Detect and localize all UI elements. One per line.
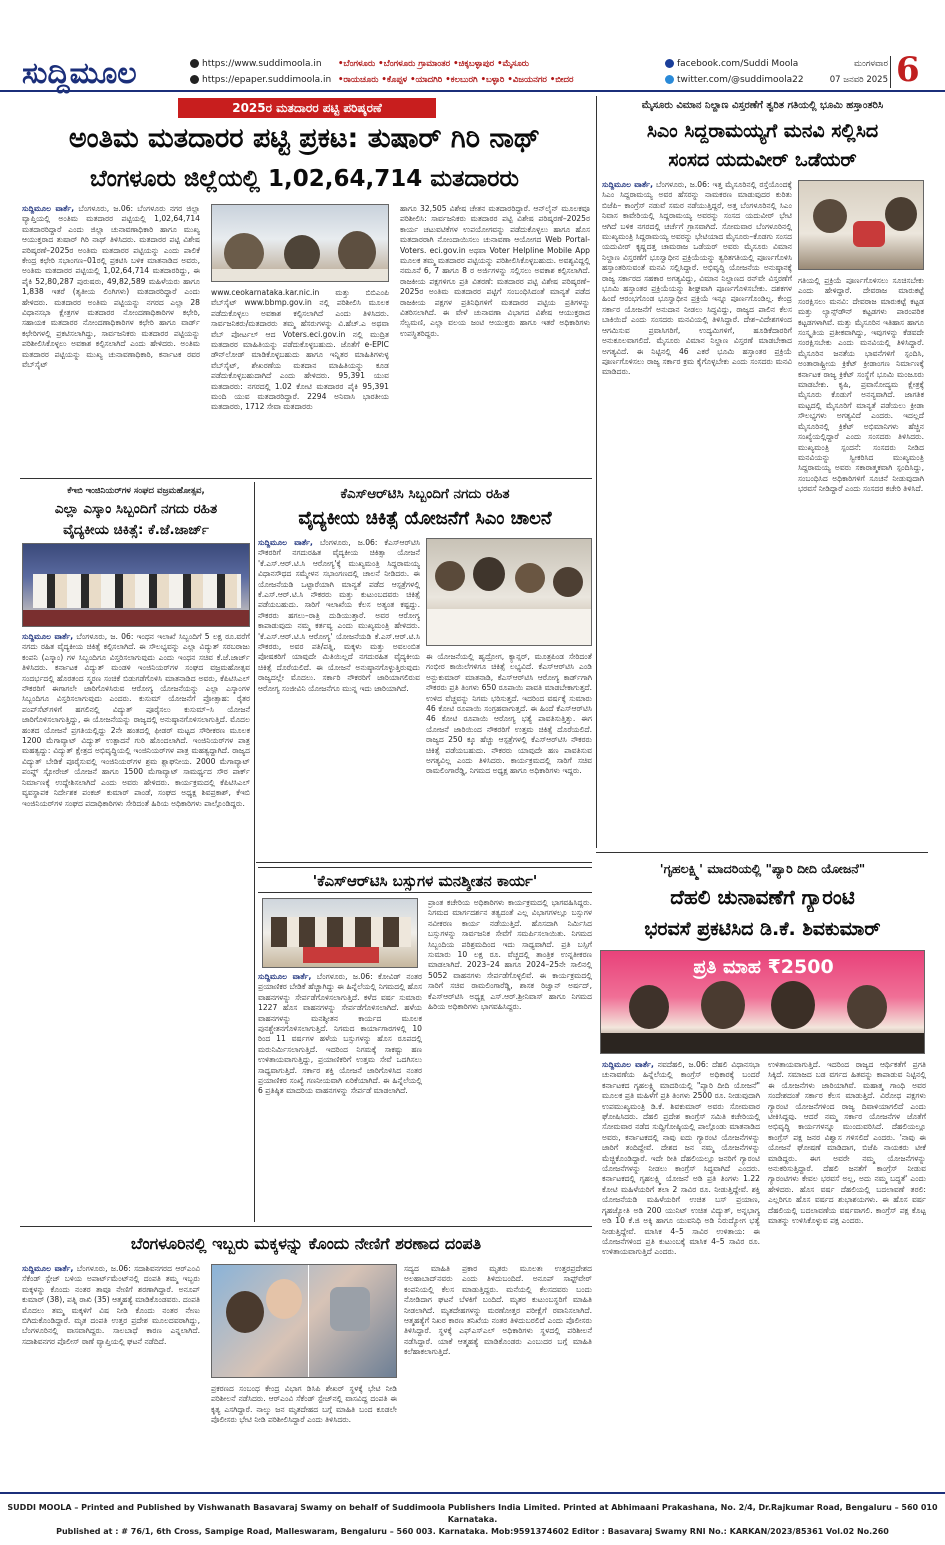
cm-meeting-photo — [798, 180, 924, 270]
ksrtc-column-2: ಈ ಯೋಜನೆಯಲ್ಲಿ ಹೃದ್ರೋಗ, ಕ್ಯಾನ್ಸರ್, ಮೂತ್ರಪಿಂಡ ಸೇರಿದಂತೆ ಗಂಭೀರ ಕಾಯಿಲೆಗಳಿಗೂ ಚಿಕಿತ್ಸೆ ಲಭ್ಯವಿದೆ. ಕೆಎಸ್‌ಆರ್‌ಟಿಸಿ ಎಂಡಿ ಅನ್ಬುಕುಮಾರ್ ಮಾತನಾಡಿ, ಕೆಎಸ್‌ಆರ್‌ಟಿಸಿ ಆರೋಗ್ಯ ಕಾರ್ಡ್‌ಗಾಗಿ ನೌಕರರು ಪ್ರತಿ ತಿಂಗಳು 650 ರೂಪಾಯಿ ಪಾವತಿ ಮಾಡಬೇಕಾಗುತ್ತದೆ. ಉಳಿದ ವೆಚ್ಚವನ್ನು ನಿಗಮ ಭರಿಸುತ್ತದೆ. ಇದರಿಂದ ವರ್ಷಕ್ಕೆ ಸುಮಾರು 46 ಕೋಟಿ ರೂಪಾಯಿ ಸಂಗ್ರಹವಾಗುತ್ತದೆ. ಈ ಹಿಂದೆ ಕೆಎಸ್‌ಆರ್‌ಟಿಸಿ 46 ಕೋಟಿ ರೂಪಾಯಿ ಆರೋಗ್ಯ ಭತ್ಯೆ ಪಾವತಿಸುತ್ತಿತ್ತು. ಈಗ ಯೋಜನೆ ಜಾರಿಯಿಂದ ನೌಕರರಿಗೆ ಉತ್ತಮ ಚಿಕಿತ್ಸೆ ದೊರೆಯಲಿದೆ. ರಾಜ್ಯದ 250 ಕ್ಕೂ ಹೆಚ್ಚು ಆಸ್ಪತ್ರೆಗಳಲ್ಲಿ ಕೆಎಸ್‌ಆರ್‌ಟಿಸಿ ನೌಕರರು ಚಿಕಿತ್ಸೆ ಪಡೆಯಬಹುದು. ನೌಕರರು ಯಾವುದೇ ಹಣ ಪಾವತಿಸುವ ಅಗತ್ಯವಿಲ್ಲ ಎಂದು ತಿಳಿಸಿದರು. ಕಾರ್ಯಕ್ರಮದಲ್ಲಿ ಸಾರಿಗೆ ಸಚಿವ ರಾಮಲಿಂಗಾರೆಡ್ಡಿ, ನಿಗಮದ ಅಧ್ಯಕ್ಷ ಹಾಗೂ ಅಧಿಕಾರಿಗಳು ಇದ್ದರು. — [426, 652, 592, 776]
edition-list — [338, 56, 668, 88]
weekday: ಮಂಗಳವಾರ — [853, 59, 888, 69]
tragedy-column-3: ಸದ್ಯದ ಮಾಹಿತಿ ಪ್ರಕಾರ ಮೃತರು ಮೂಲತಃ ಉತ್ತರಪ್ರದೇಶದ ಅಲಹಾಬಾದ್‌ನವರು ಎಂದು ತಿಳಿದುಬಂದಿದೆ. ಅನೂಪ್ ಸಾಫ್ಟ್‌ವೇರ್ ಕಂಪನಿಯಲ್ಲಿ ಕೆಲಸ ಮಾಡುತ್ತಿದ್ದರು. ಮನೆಯಲ್ಲಿ ಕೆಲಸದವರು ಬಂದು ನೋಡಿದಾಗ ಘಟನೆ ಬೆಳಕಿಗೆ ಬಂದಿದೆ. ಮೃತರ ಕುಟುಂಬಸ್ಥರಿಗೆ ಮಾಹಿತಿ ನೀಡಲಾಗಿದೆ. ಮೃತದೇಹಗಳನ್ನು ಮರಣೋತ್ತರ ಪರೀಕ್ಷೆಗೆ ರವಾನಿಸಲಾಗಿದೆ. ಆತ್ಮಹತ್ಯೆಗೆ ನಿಖರ ಕಾರಣ ತನಿಖೆಯ ನಂತರ ತಿಳಿದುಬರಲಿದೆ ಎಂದು ಪೊಲೀಸರು ತಿಳಿಸಿದ್ದಾರೆ. ಸ್ಥಳಕ್ಕೆ ಎಫ್‌ಎಸ್‌ಎಲ್ ಅಧಿಕಾರಿಗಳು ಸ್ಥಳದಲ್ಲಿ ಪರಿಶೀಲನೆ ನಡೆಸಿದ್ದಾರೆ. ಯಾಕೆ ಆತ್ಮಹತ್ಯೆ ಮಾಡಿಕೊಂಡರು ಎಂಬುದರ ಬಗ್ಗೆ ಮಾಹಿತಿ ಕಲೆಹಾಕಲಾಗುತ್ತಿದೆ. — [404, 1264, 592, 1357]
person-figure — [284, 235, 320, 273]
guarantee-kicker: 'ಗೃಹಲಕ್ಷ್ಮಿ' ಮಾದರಿಯಲ್ಲಿ "ಪ್ಯಾರಿ ದೀದಿ ಯೋಜನೆ" — [659, 861, 866, 876]
stage — [23, 610, 250, 627]
facebook-link[interactable]: facebook.com/Suddi Moola — [677, 59, 799, 69]
kj-headline-2: ವೈದ್ಯಕೀಯ ಚಿಕಿತ್ಸೆ: ಕೆ.ಜೆ.ಜಾರ್ಜ್ — [63, 522, 209, 538]
person-figure — [813, 199, 847, 233]
divider — [20, 1226, 592, 1227]
guarantee-column-2: ಉಳಿತಾಯವಾಗುತ್ತಿದೆ. ಇದರಿಂದ ರಾಜ್ಯದ ಆರ್ಥಿಕತೆಗೆ ಪ್ರಗತಿ ಸಿಕ್ಕಿದೆ. ಸಮಾಜದ ಬಡ ವರ್ಗದ ಹಿತವನ್ನು ಕಾಪಾಡುವ ನಿಟ್ಟಿನಲ್ಲಿ ಈ ಯೋಜನೆಗಳು ಜಾರಿಯಾಗಿವೆ. ಮಹಾತ್ಮ ಗಾಂಧಿ ಅವರ ಸಂದೇಶದಂತೆ ಸರ್ಕಾರ ಕೆಲಸ ಮಾಡುತ್ತಿದೆ. ವಿರೋಧ ಪಕ್ಷಗಳು ಗ್ಯಾರಂಟಿ ಯೋಜನೆಗಳಿಂದ ರಾಜ್ಯ ದಿವಾಳಿಯಾಗಲಿದೆ ಎಂದು ಟೀಕಿಸಿದ್ದವು. ಆದರೆ ನಮ್ಮ ಸರ್ಕಾರ ಯೋಜನೆಗಳ ಜೊತೆಗೆ ಅಭಿವೃದ್ಧಿ ಕಾರ್ಯಗಳನ್ನೂ ಮುಂದುವರಿಸಿದೆ. ದೆಹಲಿಯಲ್ಲೂ ಕಾಂಗ್ರೆಸ್ ಪಕ್ಷ ಜನರ ವಿಶ್ವಾಸ ಗಳಿಸಲಿದೆ ಎಂದರು. 'ನಾವು ಈ ಯೋಜನೆ ಘೋಷಣೆ ಮಾಡಿದಾಗ, ಬಿಜೆಪಿ ನಾಯಕರು ಟೀಕೆ ಮಾಡಿದ್ದರು. ಈಗ ಅವರೇ ನಮ್ಮ ಯೋಜನೆಗಳನ್ನು ಅನುಕರಿಸುತ್ತಿದ್ದಾರೆ. ದೆಹಲಿ ಜನತೆಗೆ ಕಾಂಗ್ರೆಸ್ ನೀಡುವ ಗ್ಯಾರಂಟಿಗಳು ಕೇವಲ ಭರವಸೆ ಅಲ್ಲ, ಅದು ನಮ್ಮ ಬದ್ಧತೆ' ಎಂದು ಹೇಳಿದರು. ಹೊಸ ವರ್ಷ ದೆಹಲಿಯಲ್ಲಿ ಬದಲಾವಣೆ ತರಲಿ: ಎಲ್ಲರಿಗೂ ಹೊಸ ವರ್ಷದ ಶುಭಾಶಯಗಳು. ಈ ಹೊಸ ವರ್ಷ ದೆಹಲಿಯಲ್ಲಿ ಬದಲಾವಣೆಯ ವರ್ಷವಾಗಲಿ. ಕಾಂಗ್ರೆಸ್ ಪಕ್ಷ ಕೊಟ್ಟ ಮಾತನ್ನು ಉಳಿಸಿಕೊಳ್ಳುವ ಪಕ್ಷ ಎಂದರು. — [768, 1060, 926, 1226]
divider — [596, 852, 928, 853]
imprint-line: Published at : # 76/1, 6th Cross, Sampige Road, Malleswaram, Bengaluru – 560 003. Karnataka. Mob:9591374602 Editor : Basavaraj Swamy RNI No.: KARKAN/2023/85361 Vol.02 No.260 — [56, 1527, 889, 1536]
person-figure — [701, 981, 745, 1029]
flower-bouquet — [853, 221, 885, 247]
guarantee-headline-2: ಭರವಸೆ ಪ್ರಕಟಿಸಿದ ಡಿ.ಕೆ. ಶಿವಕುಮಾರ್ — [644, 918, 881, 940]
mysuru-headline-2: ಸಂಸದ ಯದುವೀರ್ ಒಡೆಯರ್ — [668, 149, 857, 171]
social-links — [665, 56, 804, 88]
microphones — [601, 1033, 925, 1054]
lead-column-3: ಹಾಗೂ 32,505 ವಿಶೇಷ ಚೇತನ ಮತದಾರರಿದ್ದಾರೆ. ಆನ್‌ಲೈನ್ ಮೂಲಕವೂ ಪರಿಶೀಲಿಸಿ: ಸಾರ್ವಜನಿಕರು ಮತದಾರರ ಪಟ್ಟಿ ವಿಶೇಷ ಪರಿಷ್ಕರಣೆ–2025ರ ಕಾರ್ಯ ಚಟುವಟಿಕೆಗಳ ಉಪಯೋಗವನ್ನು ಪಡೆದುಕೊಳ್ಳಲು ಹಾಗೂ ಹೊಸ ಮತದಾರರಾಗಿ ನೋಂದಾಯಿಸಲು ಚುನಾವಣಾ ಆಯೋಗದ Web Portal-Voters. eci.gov.in ಅಥವಾ Voter Helpline Mobile App ಮೂಲಕ ತಮ್ಮ ಮತದಾರರ ಪಟ್ಟಿಯನ್ನು ಪರಿಶೀಲಿಸಿಕೊಳ್ಳಬಹುದು. ಅವಶ್ಯವಿದ್ದಲ್ಲಿ ನಮೂನೆ 6, 7 ಹಾಗೂ 8 ರ ಅರ್ಜಿಗಳನ್ನು ಸಲ್ಲಿಸಲು ಅವಕಾಶ ಕಲ್ಪಿಸಲಾಗಿದೆ. ರಾಜಕೀಯ ಪಕ್ಷಗಳಿಗೂ ಪ್ರತಿ ವಿತರಣೆ: ಮತದಾರರ ಪಟ್ಟಿ ವಿಶೇಷ ಪರಿಷ್ಕರಣೆ–2025ರ ಅಂತಿಮ ಮತದಾರರ ಪಟ್ಟಿಗೆ ಸಂಬಂಧಿಸಿದಂತೆ ಮಾನ್ಯತೆ ಪಡೆದ ರಾಜಕೀಯ ಪಕ್ಷಗಳ ಪ್ರತಿನಿಧಿಗಳಿಗೆ ಮತದಾರರ ಪಟ್ಟಿಯ ಪ್ರತಿಗಳನ್ನು ವಿತರಿಸಲಾಗಿದೆ. ಈ ವೇಳೆ ಚುನಾವಣಾ ವಿಭಾಗದ ವಿಶೇಷ ಆಯುಕ್ತರಾದ ಸೆಲ್ವಮಣಿ, ಎಲ್ಲಾ ವಲಯ ಜಂಟಿ ಆಯುಕ್ತರು ಹಾಗೂ ಇತರೆ ಅಧಿಕಾರಿಗಳು ಉಪಸ್ಥಿತರಿದ್ದರು. — [400, 204, 590, 338]
person-figure — [885, 197, 917, 231]
dignitaries-row — [33, 574, 241, 608]
website-url[interactable]: https://www.suddimoola.in — [202, 59, 322, 69]
divider — [256, 862, 592, 863]
person-figure — [338, 231, 376, 273]
lead-kicker: 2025ರ ಮತದಾರರ ಪಟ್ಟಿ ಪರಿಷ್ಕರಣೆ — [178, 98, 436, 118]
guarantee-column-1: ಸುದ್ದಿಮೂಲ ವಾರ್ತೆ, ನವದೆಹಲಿ, ಜ.06: ದೆಹಲಿ ವಿಧಾನಸಭಾ ಚುನಾವಣೆಯ ಹಿನ್ನೆಲೆಯಲ್ಲಿ ಕಾಂಗ್ರೆಸ್ ಅಧಿಕಾರಕ್ಕೆ ಬಂದರೆ ಕರ್ನಾಟಕದ ಗೃಹಲಕ್ಷ್ಮಿ ಮಾದರಿಯಲ್ಲಿ "ಪ್ಯಾರಿ ದೀದಿ ಯೋಜನೆ" ಮೂಲಕ ಪ್ರತಿ ಮಹಿಳೆಗೆ ಪ್ರತಿ ತಿಂಗಳು 2500 ರೂ. ನೀಡುವುದಾಗಿ ಉಪಮುಖ್ಯಮಂತ್ರಿ ಡಿ.ಕೆ. ಶಿವಕುಮಾರ್ ಅವರು ಸೋಮವಾರ ಘೋಷಿಸಿದರು. ದೆಹಲಿ ಪ್ರದೇಶ ಕಾಂಗ್ರೆಸ್ ಸಮಿತಿ ಕಚೇರಿಯಲ್ಲಿ ಸೋಮವಾರ ನಡೆದ ಸುದ್ದಿಗೋಷ್ಠಿಯಲ್ಲಿ ಪಾಲ್ಗೊಂಡು ಮಾತನಾಡಿದ ಅವರು, ಕರ್ನಾಟಕದಲ್ಲಿ ನಾವು ಐದು ಗ್ಯಾರಂಟಿ ಯೋಜನೆಗಳನ್ನು ಜಾರಿಗೆ ತಂದಿದ್ದೇವೆ. ದೇಶದ ಜನ ನಮ್ಮ ಯೋಜನೆಗಳನ್ನು ಮೆಚ್ಚಿಕೊಂಡಿದ್ದಾರೆ. ಇದೇ ರೀತಿ ದೆಹಲಿಯಲ್ಲೂ ಜನರಿಗೆ ಗ್ಯಾರಂಟಿ ಯೋಜನೆಗಳನ್ನು ನೀಡಲು ಕಾಂಗ್ರೆಸ್ ಸಿದ್ಧವಾಗಿದೆ ಎಂದರು. ಕರ್ನಾಟಕದಲ್ಲಿ ಗೃಹಲಕ್ಷ್ಮಿ ಯೋಜನೆ ಅಡಿ ಪ್ರತಿ ತಿಂಗಳು 1.22 ಕೋಟಿ ಮಹಿಳೆಯರಿಗೆ ತಲಾ 2 ಸಾವಿರ ರೂ. ನೀಡುತ್ತಿದ್ದೇವೆ. ಶಕ್ತಿ ಯೋಜನೆಯಡಿ ಮಹಿಳೆಯರಿಗೆ ಉಚಿತ ಬಸ್ ಪ್ರಯಾಣ, ಗೃಹಜ್ಯೋತಿ ಅಡಿ 200 ಯುನಿಟ್ ಉಚಿತ ವಿದ್ಯುತ್, ಅನ್ನಭಾಗ್ಯ ಅಡಿ 10 ಕೆ.ಜಿ ಅಕ್ಕಿ ಹಾಗೂ ಯುವನಿಧಿ ಅಡಿ ನಿರುದ್ಯೋಗ ಭತ್ಯೆ ನೀಡುತ್ತಿದ್ದೇವೆ. ಮಾಸಿಕ 4–5 ಸಾವಿರ ಉಳಿತಾಯ: ಈ ಯೋಜನೆಗಳಿಂದ ಪ್ರತಿ ಕುಟುಂಬಕ್ಕೆ ಮಾಸಿಕ 4–5 ಸಾವಿರ ರೂ. ಉಳಿತಾಯವಾಗುತ್ತಿದೆ ಎಂದರು. — [602, 1060, 760, 1257]
edition-line: •ಬೆಂಗಳೂರು •ಬೆಂಗಳೂರು ಗ್ರಾಮಾಂತರ •ಚಿಕ್ಕಬಳ್ಳಾಪುರ •ಮೈಸೂರು — [338, 59, 529, 69]
facebook-icon — [665, 59, 674, 68]
guarantee-headline-1: ದೆಹಲಿ ಚುನಾವಣೆಗೆ ಗ್ಯಾರಂಟಿ — [670, 885, 855, 909]
lead-column-2: www.ceokarnataka.kar.nic.in ಮತ್ತು ಬಿಬಿಎಂಪಿ ವೆಬ್‌ಸೈಟ್ www.bbmp.gov.in ನಲ್ಲಿ ಪರಿಶೀಲಿಸಿ ಮೂಲಕ ಪಡೆದುಕೊಳ್ಳಲು ಅವಕಾಶ ಕಲ್ಪಿಸಲಾಗಿದೆ ಎಂದು ತಿಳಿಸಿದರು. ಸಾರ್ವಜನಿಕರು/ಮತದಾರರು ತಮ್ಮ ಹೆಸರುಗಳನ್ನು ವಿ.ಹೆಚ್.ಎ ಅಥವಾ ವೆಬ್ ಪೋರ್ಟಲ್ ಆದ Voters.eci.gov.in ನಲ್ಲಿ ಮುದ್ರಿತ ಮತದಾರರ ಮಾಹಿತಿಯನ್ನು ಪಡೆದುಕೊಳ್ಳಬಹುದು. ಜೊತೆಗೆ e-EPIC ಡೌನ್‌ಲೋಡ್ ಮಾಡಿಕೊಳ್ಳಬಹುದು ಹಾಗೂ ಇನ್ನಿತರ ಮಾಹಿತಿಗಳುಳ್ಳ ವೆಬ್‌ಸೈಟ್, ಶೇಖರಣೆಯ ಮತದಾನ ಮಾಹಿತಿಯನ್ನು ಕೂಡ ಪಡೆದುಕೊಳ್ಳಬಹುದಾಗಿದೆ ಎಂದು ಹೇಳಿದರು. 95,391 ಯುವ ಮತದಾರರು: ನಗರದಲ್ಲಿ 1.02 ಕೋಟಿ ಮತದಾರರ ಪೈಕಿ 95,391 ಮಂದಿ ಯುವ ಮತದಾರರಿದ್ದಾರೆ. 2294 ಅನಿವಾಸಿ ಭಾರತೀಯ ಮತದಾರರು, 1712 ಸೇವಾ ಮತದಾರರು — [211, 288, 389, 412]
ksrtc-kicker: ಕೆಎಸ್‌ಆರ್‌ಟಿಸಿ ಸಿಬ್ಬಂದಿಗೆ ನಗದು ರಹಿತ — [340, 486, 510, 502]
bus-headline: 'ಕೆಎಸ್‌ಆರ್‌ಟಿಸಿ ಬಸ್ಸುಗಳ ಮನಶ್ಶೀತನ ಕಾರ್ಯ' — [258, 867, 592, 893]
mysuru-kicker: ಮೈಸೂರು ವಿಮಾನ ನಿಲ್ದಾಣ ವಿಸ್ತರಣೆಗೆ ತ್ವರಿತ ಗತಿಯಲ್ಲಿ ಭೂಮಿ ಹಸ್ತಾಂತರಿಸಿ — [641, 100, 884, 111]
epaper-url[interactable]: https://epaper.suddimoola.in — [202, 75, 332, 85]
twitter-icon — [665, 75, 674, 84]
person-figure — [553, 567, 583, 597]
ksrtc-column-1: ಸುದ್ದಿಮೂಲ ವಾರ್ತೆ, ಬೆಂಗಳೂರು, ಜ.06: ಕೆಎಸ್‌ಆರ್‌ಟಿಸಿ ನೌಕರರಿಗೆ ನಗದುರಹಿತ ವೈದ್ಯಕೀಯ ಚಿಕಿತ್ಸಾ ಯೋಜನೆ 'ಕೆ.ಎಸ್.ಆರ್.ಟಿ.ಸಿ ಆರೋಗ್ಯ'ಕ್ಕೆ ಮುಖ್ಯಮಂತ್ರಿ ಸಿದ್ದರಾಮಯ್ಯ ವಿಧಾನಸೌಧದ ಸಮ್ಮೇಳನ ಸಭಾಂಗಣದಲ್ಲಿ ಚಾಲನೆ ನೀಡಿದರು. ಈ ಯೋಜನೆಯಡಿ ಒಟ್ಟಾರೆಯಾಗಿ ಮಾನ್ಯತೆ ಪಡೆದ ಆಸ್ಪತ್ರೆಗಳಲ್ಲಿ ಕೆ.ಎಸ್.ಆರ್.ಟಿ.ಸಿ ನೌಕರರು ಮತ್ತು ಕುಟುಂಬದವರು ಚಿಕಿತ್ಸೆ ಪಡೆಯಬಹುದು. ಸಾರಿಗೆ ಇಲಾಖೆಯ ಕೆಲಸ ಅತ್ಯಂತ ಕಷ್ಟದ್ದು. ನೌಕರರು ಹಗಲು–ರಾತ್ರಿ ದುಡಿಯುತ್ತಾರೆ. ಅವರ ಆರೋಗ್ಯ ಕಾಪಾಡುವುದು ನಮ್ಮ ಕರ್ತವ್ಯ ಎಂದು ಮುಖ್ಯಮಂತ್ರಿ ಹೇಳಿದರು. 'ಕೆ.ಎಸ್.ಆರ್.ಟಿ.ಸಿ ಆರೋಗ್ಯ' ಯೋಜನೆಯಡಿ ಕೆ.ಎಸ್.ಆರ್.ಟಿ.ಸಿ ನೌಕರರು, ಅವರ ಪತಿ/ಪತ್ನಿ, ಮಕ್ಕಳು ಮತ್ತು ಅವಲಂಬಿತ ಪೋಷಕರಿಗೆ ಯಾವುದೇ ಮಿತಿಯಿಲ್ಲದೆ ನಗದುರಹಿತ ವೈದ್ಯಕೀಯ ಚಿಕಿತ್ಸೆ ದೊರೆಯಲಿದೆ. ಈ ಯೋಜನೆ ಅನುಷ್ಠಾನಗೊಳ್ಳುತ್ತಿರುವುದು ರಾಜ್ಯದಲ್ಲೇ ಮೊದಲು. ಸರ್ಕಾರಿ ನೌಕರರಿಗೆ ಜಾರಿಯಾಗಲಿರುವ ಆರೋಗ್ಯ ಸಂಜೀವಿನಿ ಯೋಜನೆಗೂ ಮುನ್ನ ಇದು ಜಾರಿಯಾಗಿದೆ. — [258, 538, 420, 693]
person-figure — [473, 557, 505, 591]
white-clothing — [427, 609, 592, 646]
column-divider — [254, 482, 255, 1222]
kj-event-photo — [22, 543, 250, 627]
divider — [20, 478, 592, 479]
person-figure — [847, 985, 887, 1029]
banner — [303, 947, 379, 963]
kj-kicker: ಕೆಇಬಿ ಇಂಜಿನಿಯರ್‌ಗಳ ಸಂಘದ ವಜ್ರಮಹೋತ್ಸವ, — [67, 486, 205, 496]
column-divider — [596, 96, 597, 848]
meeting-photo — [211, 204, 389, 282]
dignitaries-row — [271, 917, 411, 947]
family-photo — [211, 1264, 397, 1378]
person-figure — [771, 981, 815, 1029]
byline: ಸುದ್ದಿಮೂಲ ವಾರ್ತೆ, — [22, 204, 75, 213]
bus-column-2: ಪ್ರಾಂತ ಕಚೇರಿಯ ಅಧಿಕಾರಿಗಳು ಕಾರ್ಯಕ್ರಮದಲ್ಲಿ ಭಾಗವಹಿಸಿದ್ದರು. ನಿಗಮದ ಮಾರ್ಗದರ್ಶನ ತತ್ವದಂತೆ ಎಲ್ಲ ವಿಭಾಗಗಳಲ್ಲೂ ಬಸ್ಸುಗಳ ನವೀಕರಣ ಕಾರ್ಯ ನಡೆಯುತ್ತಿದೆ. ಹೊಸದಾಗಿ ನಿರ್ಮಿಸಿದ ಬಸ್ಸುಗಳನ್ನು ಸಾರ್ವಜನಿಕ ಸೇವೆಗೆ ಸಮರ್ಪಿಸಲಾಯಿತು. ನಿಗಮದ ಸಿಬ್ಬಂದಿಯ ಪರಿಶ್ರಮದಿಂದ ಇದು ಸಾಧ್ಯವಾಗಿದೆ. ಪ್ರತಿ ಬಸ್ಸಿಗೆ ಸುಮಾರು 10 ಲಕ್ಷ ರೂ. ವೆಚ್ಚದಲ್ಲಿ ತಾಂತ್ರಿಕ ಉನ್ನತೀಕರಣ ಮಾಡಲಾಗಿದೆ. 2023–24 ಹಾಗೂ 2024–25ನೇ ಸಾಲಿನಲ್ಲಿ 5052 ವಾಹನಗಳು ಸೇರ್ಪಡೆಗೊಳ್ಳಲಿವೆ. ಈ ಕಾರ್ಯಕ್ರಮದಲ್ಲಿ ಸಾರಿಗೆ ಸಚಿವ ರಾಮಲಿಂಗಾರೆಡ್ಡಿ, ಶಾಸಕ ರಿಜ್ವಾನ್ ಅರ್ಷದ್, ಕೆಎಸ್‌ಆರ್‌ಟಿಸಿ ಅಧ್ಯಕ್ಷ ಎಸ್.ಆರ್.ಶ್ರೀನಿವಾಸ್ ಹಾಗೂ ನಿಗಮದ ಹಿರಿಯ ಅಧಿಕಾರಿಗಳು ಭಾಗವಹಿಸಿದ್ದರು. — [428, 898, 592, 1012]
kj-body: ಸುದ್ದಿಮೂಲ ವಾರ್ತೆ, ಬೆಂಗಳೂರು, ಜ. 06: ಇಂಧನ ಇಲಾಖೆ ಸಿಬ್ಬಂದಿಗೆ 5 ಲಕ್ಷ ರೂ.ವರೆಗೆ ನಗದು ರಹಿತ ವೈದ್ಯಕೀಯ ಚಿಕಿತ್ಸೆ ಕಲ್ಪಿಸಲಾಗಿದೆ. ಈ ಸೌಲಭ್ಯವನ್ನು ಎಲ್ಲಾ ವಿದ್ಯುತ್ ಸರಬರಾಜು ಕಂಪನಿ (ಎಸ್ಕಾಂ) ಗಳ ಸಿಬ್ಬಂದಿಗೂ ವಿಸ್ತರಿಸಲಾಗುವುದು ಎಂದು ಇಂಧನ ಸಚಿವ ಕೆ.ಜೆ.ಜಾರ್ಜ್ ತಿಳಿಸಿದರು. ಕರ್ನಾಟಕ ವಿದ್ಯುತ್ ಮಂಡಳಿ ಇಂಜಿನಿಯರ್‌ಗಳ ಸಂಘದ ವಜ್ರಮಹೋತ್ಸವ ಸಂದರ್ಭದಲ್ಲಿ ಹೊರತಂದ ಸ್ಮರಣ ಸಂಚಿಕೆ ಬಿಡುಗಡೆಗೊಳಿಸಿ ಮಾತನಾಡಿದ ಅವರು, ಕೆಪಿಟಿಸಿಎಲ್ ನೌಕರರಿಗೆ ಈಗಾಗಲೇ ಜಾರಿಗೊಳಿಸಿರುವ ಆರೋಗ್ಯ ಯೋಜನೆಯನ್ನು ಎಲ್ಲಾ ಎಸ್ಕಾಂಗಳ ಸಿಬ್ಬಂದಿಗೂ ವಿಸ್ತರಿಸಲಾಗುವುದು ಎಂದರು. ಕುಸುಮ್ ಯೋಜನೆಗೆ ಪ್ರೋತ್ಸಾಹ: ರೈತರ ಪಂಪ್‌ಸೆಟ್‌ಗಳಿಗೆ ಹಗಲಿನಲ್ಲಿ ವಿದ್ಯುತ್ ಪೂರೈಸಲು ಕುಸುಮ್–ಸಿ ಯೋಜನೆ ಜಾರಿಗೊಳಿಸಲಾಗುತ್ತಿದ್ದು, ಈ ಯೋಜನೆಯನ್ನು ರಾಜ್ಯದಲ್ಲಿ ಅನುಷ್ಠಾನಗೊಳಿಸಲಾಗುತ್ತಿದೆ. ಮೊದಲ ಹಂತದ ಯೋಜನೆ ಪ್ರಗತಿಯಲ್ಲಿದ್ದು 2ನೇ ಹಂತದಲ್ಲಿ ಫೀಡರ್ ಮಟ್ಟದ ಸೌರೀಕರಣ ಮೂಲಕ 1200 ಮೆಗಾವ್ಯಾಟ್ ವಿದ್ಯುತ್ ಉತ್ಪಾದನೆ ಗುರಿ ಹೊಂದಲಾಗಿದೆ. ಇಂಜಿನಿಯರ್‌ಗಳ ಪಾತ್ರ ಮಹತ್ವದ್ದು: ವಿದ್ಯುತ್ ಕ್ಷೇತ್ರದ ಅಭಿವೃದ್ಧಿಯಲ್ಲಿ ಇಂಜಿನಿಯರ್‌ಗಳ ಪಾತ್ರ ಮಹತ್ವದ್ದಾಗಿದೆ. ರಾಜ್ಯದ ವಿದ್ಯುತ್ ಬೇಡಿಕೆ ಪೂರೈಸುವಲ್ಲಿ ಇಂಜಿನಿಯರ್‌ಗಳ ಶ್ರಮ ಶ್ಲಾಘನೀಯ. 2000 ಮೆಗಾವ್ಯಾಟ್ ಪಂಪ್ಡ್ ಸ್ಟೋರೇಜ್ ಯೋಜನೆ ಹಾಗೂ 1500 ಮೆಗಾವ್ಯಾಟ್ ಸಾಮರ್ಥ್ಯದ ಸೌರ ಪಾರ್ಕ್ ನಿರ್ಮಾಣಕ್ಕೆ ಉದ್ದೇಶಿಸಲಾಗಿದೆ ಎಂದು ಅವರು ಹೇಳಿದರು. ಕಾರ್ಯಕ್ರಮದಲ್ಲಿ ಕೆಪಿಟಿಸಿಎಲ್ ವ್ಯವಸ್ಥಾಪಕ ನಿರ್ದೇಶಕ ಪಂಕಜ್ ಕುಮಾರ್ ಪಾಂಡೆ, ಸಂಘದ ಅಧ್ಯಕ್ಷ ಶಿವಪ್ರಕಾಶ್, ಕೆಇಬಿ ಇಂಜಿನಿಯರ್‌ಗಳ ಸಂಘದ ಪದಾಧಿಕಾರಿಗಳು ಸೇರಿದಂತೆ ಹಿರಿಯ ಅಧಿಕಾರಿಗಳು ಪಾಲ್ಗೊಂಡಿದ್ದರು. — [22, 632, 250, 808]
twitter-link[interactable]: twitter.com/@suddimoola22 — [677, 75, 804, 85]
issue-date: 07 ಜನವರಿ 2025 — [829, 75, 888, 85]
person-figure — [226, 1291, 264, 1333]
person-figure — [266, 1279, 302, 1319]
person-figure — [224, 233, 264, 273]
table — [212, 269, 389, 282]
ksrtc-launch-photo — [426, 538, 592, 646]
banner-text: ಪ್ರತಿ ಮಾಹ ₹2500 — [693, 956, 834, 978]
kj-headline-1: ಎಲ್ಲಾ ಎಸ್ಕಾಂ ಸಿಬ್ಬಂದಿಗೆ ನಗದು ರಹಿತ — [54, 501, 218, 517]
mysuru-headline-1: ಸಿಎಂ ಸಿದ್ದರಾಮಯ್ಯಗೆ ಮನವಿ ಸಲ್ಲಿಸಿದ — [646, 120, 879, 142]
photo-split — [308, 1265, 309, 1378]
logo: ಸುದ್ದಿಮೂಲ — [22, 56, 137, 91]
website-links — [190, 56, 331, 88]
ksrtc-headline: ವೈದ್ಯಕೀಯ ಚಿಕಿತ್ಸೆ ಯೋಜನೆಗೆ ಸಿಎಂ ಚಾಲನೆ — [298, 508, 552, 529]
bus-column-1: ಸುದ್ದಿಮೂಲ ವಾರ್ತೆ, ಬೆಂಗಳೂರು, ಜ.06: ಕೋವಿಡ್ ನಂತರ ಪ್ರಯಾಣಿಕರ ಬೇಡಿಕೆ ಹೆಚ್ಚಾಗಿದ್ದು ಈ ಹಿನ್ನೆಲೆಯಲ್ಲಿ ನಿಗಮದಲ್ಲಿ ಹೊಸ ವಾಹನಗಳನ್ನು ಸೇರ್ಪಡೆಗೊಳಿಸಲಾಗುತ್ತಿದೆ. ಕಳೆದ ವರ್ಷ ಸುಮಾರು 1227 ಹೊಸ ವಾಹನಗಳನ್ನು ಸೇರ್ಪಡೆಗೊಳಿಸಲಾಗಿದೆ. ಹಳೆಯ ವಾಹನಗಳನ್ನು ಮನಶ್ಶೀತನ ಕಾರ್ಯದ ಮೂಲಕ ಪುನಶ್ಚೇತನಗೊಳಿಸಲಾಗುತ್ತಿದೆ. ನಿಗಮದ ಕಾರ್ಯಾಗಾರಗಳಲ್ಲಿ 10 ರಿಂದ 11 ವರ್ಷಗಳ ಹಳೆಯ ಬಸ್ಸುಗಳನ್ನು ಹೊಸ ರೂಪದಲ್ಲಿ ಮರುನಿರ್ಮಿಸಲಾಗುತ್ತಿದೆ. ಇದರಿಂದ ನಿಗಮಕ್ಕೆ ಸಾಕಷ್ಟು ಹಣ ಉಳಿತಾಯವಾಗುತ್ತಿದ್ದು, ಪ್ರಯಾಣಿಕರಿಗೆ ಉತ್ತಮ ಸೇವೆ ಒದಗಿಸಲು ಸಾಧ್ಯವಾಗುತ್ತಿದೆ. ಸರ್ಕಾರ ಶಕ್ತಿ ಯೋಜನೆ ಜಾರಿಗೊಳಿಸಿದ ನಂತರ ಪ್ರಯಾಣಿಕರ ಸಂಖ್ಯೆ ಗಣನೀಯವಾಗಿ ಏರಿಕೆಯಾಗಿದೆ. ಈ ಹಿನ್ನೆಲೆಯಲ್ಲಿ 6 ಪ್ರತಿಷ್ಠಿತ ಮಾದರಿಯ ವಾಹನಗಳನ್ನು ಸೇರ್ಪಡೆ ಮಾಡಲಾಗಿದೆ. — [258, 972, 422, 1096]
date-block — [812, 56, 888, 88]
page-number: 6 — [896, 50, 920, 90]
divider — [890, 56, 891, 88]
edition-line: •ರಾಯಚೂರು •ಕೊಪ್ಪಳ •ಯಾದಗಿರಿ •ಕಲಬುರಗಿ •ಬಳ್ಳಾರಿ •ವಿಜಯನಗರ •ಬೀದರ — [338, 75, 574, 85]
mysuru-column-1: ಸುದ್ದಿಮೂಲ ವಾರ್ತೆ, ಬೆಂಗಳೂರು, ಜ.06: ಇತ್ತ ಮೈಸೂರಿನಲ್ಲಿ ರಸ್ತೆಯೊಂದಕ್ಕೆ ಸಿಎಂ ಸಿದ್ದರಾಮಯ್ಯ ಅವರ ಹೆಸರನ್ನು ನಾಮಕರಣ ಮಾಡುವುದರ ಕುರಿತು ಬಿಜೆಪಿ– ಕಾಂಗ್ರೆಸ್ ನಡುವೆ ಸಮರ ನಡೆಯುತ್ತಿದ್ದರೆ, ಅತ್ತ ಬೆಂಗಳೂರಿನಲ್ಲಿ ಸಿಎಂ ನಿವಾಸ ಕಾವೇರಿಯಲ್ಲಿ ಸಿದ್ದರಾಮಯ್ಯ ಅವರನ್ನು ಸಂಸದ ಯದುವೀರ್ ಭೇಟಿ ಆಗಿದೆ ಬಳಿಕ ನಗರದಲ್ಲಿ ಚರ್ಚೆಗೆ ಗ್ರಾಸವಾಗಿದೆ. ಸೋಮವಾರ ಬೆಂಗಳೂರಿನಲ್ಲಿ ಮುಖ್ಯಮಂತ್ರಿ ಸಿದ್ದರಾಮಯ್ಯ ಅವರನ್ನು ಭೇಟಿಯಾದ ಮೈಸೂರು–ಕೊಡಗು ಸಂಸದ ಯದುವೀರ್ ಕೃಷ್ಣದತ್ತ ಚಾಮರಾಜ ಒಡೆಯರ್ ಅವರು ಮೈಸೂರು ವಿಮಾನ ನಿಲ್ದಾಣ ವಿಸ್ತರಣೆಗೆ ಭೂಸ್ವಾಧೀನ ಪ್ರಕ್ರಿಯೆಯನ್ನು ತ್ವರಿತಗತಿಯಲ್ಲಿ ಪೂರ್ಣಗೊಳಿಸಿ ಹಸ್ತಾಂತರಿಸುವಂತೆ ಮನವಿ ಸಲ್ಲಿಸಿದ್ದಾರೆ. ಅಭಿವೃದ್ಧಿ ಯೋಜನೆಯ ಅನುಷ್ಠಾನಕ್ಕೆ ರಾಜ್ಯ ಸರ್ಕಾರದ ಸಹಕಾರ ಅಗತ್ಯವಿದ್ದು, ವಿಮಾನ ನಿಲ್ದಾಣದ ರನ್‌ವೇ ವಿಸ್ತರಣೆಗೆ ಭೂಮಿ ಹಸ್ತಾಂತರ ಪ್ರಕ್ರಿಯೆಯನ್ನು ಶೀಘ್ರವಾಗಿ ಪೂರ್ಣಗೊಳಿಸಬೇಕು. ದಶಕಗಳ ಹಿಂದೆ ಆರಂಭಗೊಂಡ ಭೂಸ್ವಾಧೀನ ಪ್ರಕ್ರಿಯೆ ಇನ್ನೂ ಪೂರ್ಣಗೊಂಡಿಲ್ಲ. ಕೇಂದ್ರ ಸರ್ಕಾರ ಯೋಜನೆಗೆ ಅನುದಾನ ನೀಡಲು ಸಿದ್ಧವಿದ್ದು, ರಾಜ್ಯದ ಪಾಲಿನ ಕೆಲಸ ಬಾಕಿಯಿದೆ ಎಂದು ಸಂಸದರು ಮನವಿಯಲ್ಲಿ ತಿಳಿಸಿದ್ದಾರೆ. ದೇಶ–ವಿದೇಶಗಳಿಂದ ಆಗಮಿಸುವ ಪ್ರವಾಸಿಗರಿಗೆ, ಉದ್ಯಮಿಗಳಿಗೆ, ಹೂಡಿಕೆದಾರರಿಗೆ ಅನುಕೂಲವಾಗಲಿದೆ. ಮೈಸೂರು ವಿಮಾನ ನಿಲ್ದಾಣ ವಿಸ್ತರಣೆ ಮಾಡಬೇಕಾದ ಅಗತ್ಯವಿದೆ. ಈ ನಿಟ್ಟಿನಲ್ಲಿ 46 ಎಕರೆ ಭೂಮಿ ಹಸ್ತಾಂತರ ಪ್ರಕ್ರಿಯೆ ಪೂರ್ಣಗೊಳಿಸಲು ರಾಜ್ಯ ಸರ್ಕಾರ ಕ್ರಮ ಕೈಗೊಳ್ಳಬೇಕು ಎಂದು ಸಂಸದರು ಮನವಿ ಮಾಡಿದರು. — [602, 180, 792, 377]
globe-icon — [190, 75, 199, 84]
blurred-figure — [330, 1287, 370, 1331]
lead-column-1: ಸುದ್ದಿಮೂಲ ವಾರ್ತೆ, ಬೆಂಗಳೂರು, ಜ.06: ಬೆಂಗಳೂರು ನಗರ ಜಿಲ್ಲಾ ವ್ಯಾಪ್ತಿಯಲ್ಲಿ ಅಂತಿಮ ಮತದಾರರ ಪಟ್ಟಿಯಲ್ಲಿ 1,02,64,714 ಮತದಾರರಿದ್ದಾರೆ ಎಂದು ಜಿಲ್ಲಾ ಚುನಾವಣಾಧಿಕಾರಿ ಹಾಗೂ ಮುಖ್ಯ ಆಯುಕ್ತರಾದ ತುಷಾರ್ ಗಿರಿ ನಾಥ್ ತಿಳಿಸಿದರು. ಮತದಾರರ ಪಟ್ಟಿ ವಿಶೇಷ ಪರಿಷ್ಕರಣೆ–2025ರ ಅಂತಿಮ ಮತದಾರರ ಪಟ್ಟಿಯನ್ನು ಎಂದು ಪಾಲಿಕೆ ಕೇಂದ್ರ ಕಛೇರಿ ಸಭಾಂಗಣ–01ರಲ್ಲಿ ಪ್ರಕಟಿಸಿ ಬಳಿಕ ಮಾತನಾಡಿದ ಅವರು, ಅಂತಿಮ ಮತದಾರರ ಪಟ್ಟಿಯಲ್ಲಿ 1,02,64,714 ಮತದಾರರಿದ್ದು, ಈ ಪೈಕಿ 52,80,287 ಪುರುಷರು, 49,82,589 ಮಹಿಳೆಯರು ಹಾಗೂ 1,838 ಇತರೆ (ತೃತೀಯ ಲಿಂಗಿಗಳು) ಮತದಾರರಿದ್ದಾರೆ ಎಂದು ಹೇಳಿದರು. ಮತದಾರರ ಅಂತಿಮ ಪಟ್ಟಿಯನ್ನು ನಗರದ ಎಲ್ಲಾ 28 ವಿಧಾನಸಭಾ ಕ್ಷೇತ್ರಗಳ ಮತದಾರರ ನೋಂದಣಾಧಿಕಾರಿಗಳ ಕಛೇರಿ, ಸಹಾಯಕ ಮತದಾರರ ನೋಂದಣಾಧಿಕಾರಿಗಳ ಕಛೇರಿ ಹಾಗೂ ವಾರ್ಡ್ ಕಛೇರಿಗಳಲ್ಲಿ ಪ್ರಕಟಿಸಲಾಗಿದ್ದು, ಸಾರ್ವಜನಿಕರು ಮತದಾರರ ಪಟ್ಟಿಯನ್ನು ಪರಿಶೀಲಿಸಿಕೊಳ್ಳಲು ಅವಕಾಶ ಕಲ್ಪಿಸಲಾಗಿದೆ ಎಂದು ಹೇಳಿದರು. ಅಂತಿಮ ಮತದಾರರ ಪಟ್ಟಿಯನ್ನು ಮುಖ್ಯ ಚುನಾವಣಾಧಿಕಾರಿ, ಕರ್ನಾಟಕ ರವರ ವೆಬ್‌ಸೈಟ್ — [22, 204, 200, 370]
person-figure — [435, 561, 465, 591]
tragedy-column-1: ಸುದ್ದಿಮೂಲ ವಾರ್ತೆ, ಬೆಂಗಳೂರು, ಜ.06: ಸದಾಶಿವನಗರದ ಆರ್‌ಎಂವಿ ಸೆಕೆಂಡ್ ಸ್ಟೇಜ್ ಬಳಿಯ ಅಪಾರ್ಟ್‌ಮೆಂಟ್‌ನಲ್ಲಿ ದಂಪತಿ ತಮ್ಮ ಇಬ್ಬರು ಮಕ್ಕಳನ್ನು ಕೊಂದು ನಂತರ ತಾವೂ ನೇಣಿಗೆ ಶರಣಾಗಿದ್ದಾರೆ. ಅನೂಪ್ ಕುಮಾರ್ (38), ಪತ್ನಿ ರಾಖಿ (35) ಆತ್ಮಹತ್ಯೆ ಮಾಡಿಕೊಂಡವರು. ದಂಪತಿ ಮೊದಲು ತಮ್ಮ ಮಕ್ಕಳಿಗೆ ವಿಷ ನೀಡಿ ಕೊಂದು ನಂತರ ನೇಣು ಬಿಗಿದುಕೊಂಡಿದ್ದಾರೆ. ಮೃತ ದಂಪತಿ ಉತ್ತರ ಪ್ರದೇಶ ಮೂಲದವರಾಗಿದ್ದು, ಬೆಂಗಳೂರಿನಲ್ಲಿ ವಾಸವಾಗಿದ್ದರು. ಸಾಲಬಾಧೆ ಕಾರಣ ಎನ್ನಲಾಗಿದೆ. ಸದಾಶಿವನಗರ ಪೊಲೀಸ್ ಠಾಣೆ ವ್ಯಾಪ್ತಿಯಲ್ಲಿ ಘಟನೆ ನಡೆದಿದೆ. — [22, 1264, 200, 1346]
lead-subhead: ಬೆಂಗಳೂರು ಜಿಲ್ಲೆಯಲ್ಲಿ 1,02,64,714 ಮತದಾರರು — [90, 166, 519, 192]
tragedy-headline: ಬೆಂಗಳೂರಿನಲ್ಲಿ ಇಬ್ಬರು ಮಕ್ಕಳನ್ನು ಕೊಂದು ನೇಣಿಗೆ ಶರಣಾದ ದಂಪತಿ — [130, 1234, 482, 1253]
mysuru-column-2: ಗತಿಯಲ್ಲಿ ಪ್ರಕ್ರಿಯೆ ಪೂರ್ಣಗೊಳಿಸಲು ಸೂಚಿಸಬೇಕು ಎಂದು ಹೇಳಿದ್ದಾರೆ. ದೇವರಾಜ ಮಾರುಕಟ್ಟೆ ಸಂರಕ್ಷಿಸಲು ಮನವಿ: ದೇವರಾಜ ಮಾರುಕಟ್ಟೆ ಕಟ್ಟಡ ಮತ್ತು ಲ್ಯಾನ್ಸ್‌ಡೌನ್ ಕಟ್ಟಡಗಳು ಪಾರಂಪರಿಕ ಕಟ್ಟಡಗಳಾಗಿವೆ. ಮತ್ತು ಮೈಸೂರಿನ ಇತಿಹಾಸ ಹಾಗೂ ಸಂಸ್ಕೃತಿಯ ಪ್ರತೀಕವಾಗಿದ್ದು, ಇವುಗಳನ್ನು ಕೆಡವದೇ ಸಂರಕ್ಷಿಸಬೇಕು ಎಂದು ಮನವಿಯಲ್ಲಿ ತಿಳಿಸಿದ್ದಾರೆ. ಮೈಸೂರಿನ ಜನತೆಯ ಭಾವನೆಗಳಿಗೆ ಸ್ಪಂದಿಸಿ, ಅಂತಾರಾಷ್ಟ್ರೀಯ ಕ್ರಿಕೆಟ್ ಕ್ರೀಡಾಂಗಣ ನಿರ್ಮಾಣಕ್ಕೆ ಕರ್ನಾಟಕ ರಾಜ್ಯ ಕ್ರಿಕೆಟ್ ಸಂಸ್ಥೆಗೆ ಭೂಮಿ ಮಂಜೂರು ಮಾಡಬೇಕು. ಕೃಷಿ, ಪ್ರವಾಸೋದ್ಯಮ ಕ್ಷೇತ್ರಕ್ಕೆ ಮೈಸೂರು ಕೊಡುಗೆ ಅನನ್ಯವಾಗಿದೆ. ಜಾಗತಿಕ ಮಟ್ಟದಲ್ಲಿ ಮೈಸೂರಿಗೆ ಮಾನ್ಯತೆ ಪಡೆಯಲು ಕ್ರೀಡಾ ಸೌಲಭ್ಯಗಳು ಅಗತ್ಯವಿದೆ ಎಂದರು. ಇದಲ್ಲದೆ ಮೈಸೂರಿನಲ್ಲಿ ಕ್ರಿಕೆಟ್ ಅಭಿಮಾನಿಗಳು ಹೆಚ್ಚಿನ ಸಂಖ್ಯೆಯಲ್ಲಿದ್ದಾರೆ ಎಂದು ಸಂಸದರು ತಿಳಿಸಿದರು. ಮುಖ್ಯಮಂತ್ರಿ ಸ್ಪಂದನೆ: ಸಂಸದರು ನೀಡಿದ ಮನವಿಯನ್ನು ಸ್ವೀಕರಿಸಿದ ಮುಖ್ಯಮಂತ್ರಿ ಸಿದ್ದರಾಮಯ್ಯ ಅವರು ಸಕಾರಾತ್ಮಕವಾಗಿ ಸ್ಪಂದಿಸಿದ್ದು, ಸಂಬಂಧಿಸಿದ ಅಧಿಕಾರಿಗಳಿಗೆ ಸೂಚನೆ ನೀಡುವುದಾಗಿ ಭರವಸೆ ನೀಡಿದ್ದಾರೆ ಎಂದು ಸಂಸದರ ಕಚೇರಿ ತಿಳಿಸಿದೆ. — [798, 276, 924, 494]
person-figure — [629, 985, 669, 1029]
bus-event-photo — [262, 898, 418, 968]
imprint-footer — [0, 1492, 945, 1545]
globe-icon — [190, 59, 199, 68]
press-conference-photo — [600, 950, 925, 1054]
lead-headline: ಅಂತಿಮ ಮತದಾರರ ಪಟ್ಟಿ ಪ್ರಕಟ: ತುಷಾರ್ ಗಿರಿ ನಾಥ್ — [68, 123, 541, 154]
imprint-line: SUDDI MOOLA – Printed and Published by Vishwanath Basavaraj Swamy on behalf of Suddimoola Publishers India Limited. Printed at Abhimaani Prakashana, No. 2/4, Dr.Rajkumar Road, Bengaluru – 560 010 Karnataka. — [7, 1503, 938, 1524]
tragedy-column-2: ಪ್ರಕರಣದ ಸಂಬಂಧ ಕೇಂದ್ರ ವಿಭಾಗ ಡಿಸಿಪಿ ಶೇಖರ್ ಸ್ಥಳಕ್ಕೆ ಭೇಟಿ ನೀಡಿ ಪರಿಶೀಲನೆ ನಡೆಸಿದರು. ಆರ್‌ಎಂವಿ ಸೆಕೆಂಡ್ ಸ್ಟೇಜ್‌ನಲ್ಲಿ ವಾಸವಿದ್ದ ದಂಪತಿ ಈ ಕೃತ್ಯ ಎಸಗಿದ್ದಾರೆ. ನಾಲ್ಕು ಜನ ಮೃತದೇಹದ ಬಗ್ಗೆ ಮಾಹಿತಿ ಬಂದ ಕೂಡಲೇ ಪೊಲೀಸರು ಭೇಟಿ ನೀಡಿ ಪರಿಶೀಲಿಸಿದ್ದಾರೆ ಎಂದು ತಿಳಿಸಿದರು. — [211, 1384, 397, 1425]
person-figure — [515, 563, 545, 593]
